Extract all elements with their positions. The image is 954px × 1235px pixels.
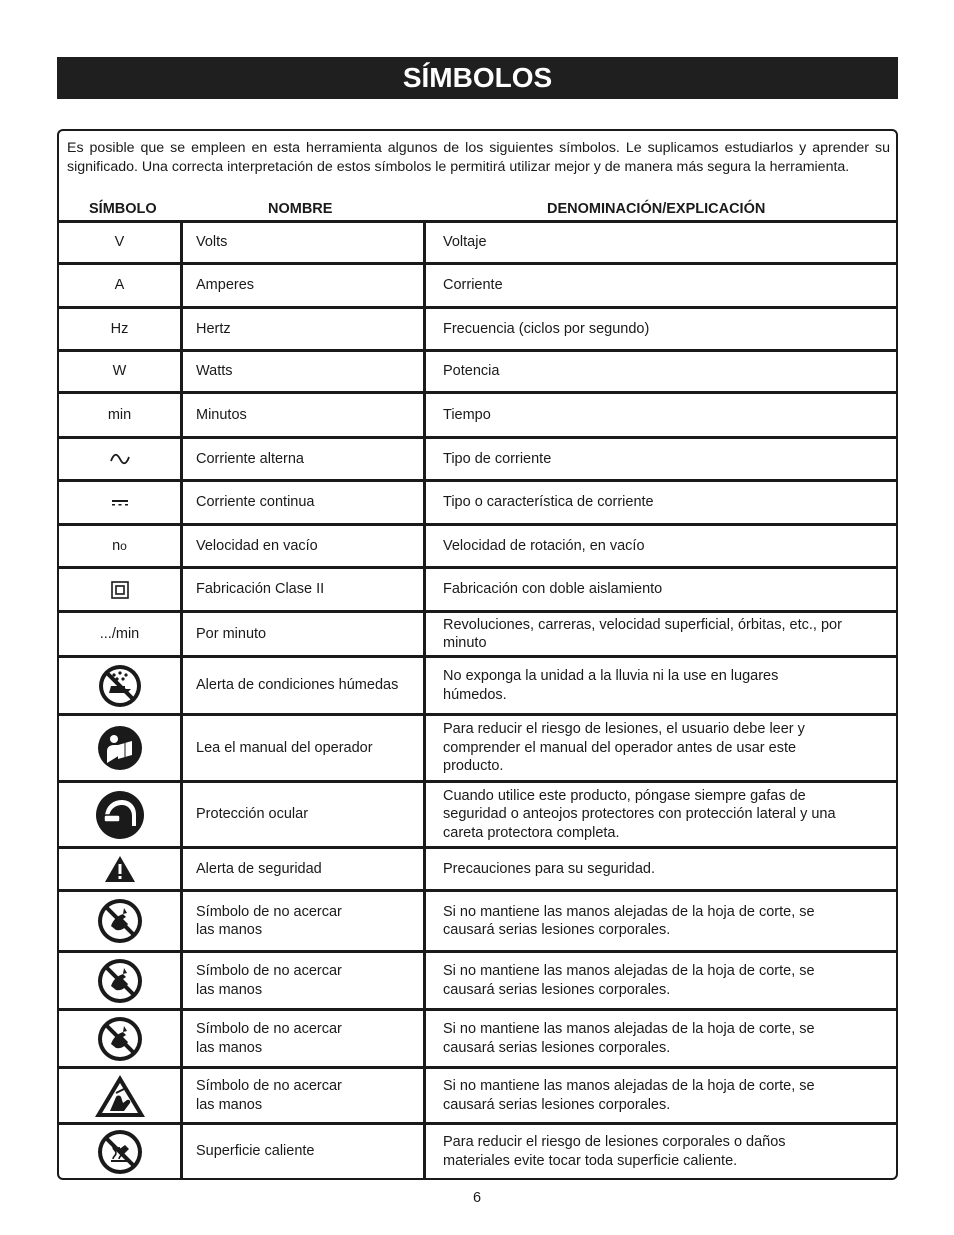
safety-alert-icon [59,849,180,889]
symbol-meaning: Corriente [443,277,503,294]
table-row [59,394,896,436]
symbol-name: Alerta de seguridad [196,860,322,877]
symbol-name: Símbolo de no acercar las manos [196,963,342,998]
page-number: 6 [472,1190,482,1206]
symbol-cell [59,526,180,566]
keep-hands-away-icon [59,892,180,950]
symbol-text: Hz [110,320,129,337]
symbols-table-box [57,129,898,1180]
symbol-name: Símbolo de no acercar las manos [196,1021,342,1056]
symbol-meaning: Si no mantiene las manos alejadas de la hoja de corte, se causará serias lesiones corporales. [443,903,815,938]
class-ii-construction-icon [59,569,180,610]
symbol-name: Hertz [196,320,231,337]
symbol-meaning: Si no mantiene las manos alejadas de la hoja de corte, se causará serias lesiones corporales. [443,1021,815,1056]
page-title: SÍMBOLOS [57,57,898,99]
symbol-meaning: No exponga la unidad a la lluvia ni la use en lugares húmedos. [443,668,779,703]
symbol-meaning: Tipo o característica de corriente [443,494,654,511]
symbol-meaning: Si no mantiene las manos alejadas de la hoja de corte, se causará serias lesiones corporales. [443,1078,815,1113]
symbol-cell [59,394,180,436]
symbol-name: Símbolo de no acercar las manos [196,903,342,938]
table-row [59,716,896,780]
symbol-meaning: Velocidad de rotación, en vacío [443,537,645,554]
symbol-subscript: o [120,538,127,553]
symbol-text: .../min [99,625,140,642]
direct-current-icon [59,482,180,523]
table-row [59,439,896,479]
table-row [59,223,896,262]
symbol-cell [59,613,180,655]
symbol-text: A [114,277,125,294]
symbol-name: Protección ocular [196,806,309,823]
symbol-name: Superficie caliente [196,1143,315,1160]
blade-hand-warning-icon [59,1069,180,1122]
symbol-meaning: Frecuencia (ciclos por segundo) [443,320,650,337]
keep-hands-away-icon [59,1011,180,1066]
table-row [59,1011,896,1066]
symbol-name: Amperes [196,277,255,294]
table-row [59,569,896,610]
keep-hands-away-icon [59,953,180,1008]
symbol-text: W [112,363,127,380]
symbol-text: n [112,537,121,554]
symbol-meaning: Para reducir el riesgo de lesiones, el usuario debe leer y comprender el manual del operador antes de usar este producto. [443,721,805,775]
hot-surface-icon [59,1125,180,1178]
symbol-meaning: Tipo de corriente [443,450,552,467]
table-row [59,613,896,655]
symbol-name: Fabricación Clase II [196,581,325,598]
table-row [59,892,896,950]
alternating-current-icon [59,439,180,479]
symbol-name: Minutos [196,406,247,423]
column-header-name: NOMBRE [268,201,333,217]
symbol-name: Lea el manual del operador [196,739,373,756]
symbol-meaning: Revoluciones, carreras, velocidad superficial, órbitas, etc., por minuto [443,616,842,651]
symbol-cell [59,309,180,349]
read-manual-icon [59,716,180,780]
table-row [59,309,896,349]
column-header-symbol: SÍMBOLO [89,201,157,217]
table-row [59,783,896,846]
eye-protection-icon [59,783,180,846]
symbol-meaning: Voltaje [443,234,487,251]
symbol-text: min [107,406,132,423]
column-header-meaning: DENOMINACIÓN/EXPLICACIÓN [547,201,766,217]
table-row [59,658,896,713]
symbol-cell [59,352,180,391]
symbol-meaning: Tiempo [443,406,491,423]
table-row [59,265,896,306]
symbol-meaning: Cuando utilice este producto, póngase siempre gafas de seguridad o anteojos protectores con protección lateral y una careta protectora completa. [443,787,836,841]
symbol-name: Corriente continua [196,494,315,511]
symbol-name: Corriente alterna [196,450,304,467]
symbol-name: Watts [196,363,233,380]
symbol-meaning: Fabricación con doble aislamiento [443,581,663,598]
table-row [59,352,896,391]
symbol-meaning: Si no mantiene las manos alejadas de la hoja de corte, se causará serias lesiones corporales. [443,963,815,998]
table-row [59,482,896,523]
wet-conditions-alert-icon [59,658,180,713]
symbol-name: Símbolo de no acercar las manos [196,1078,342,1113]
table-row [59,526,896,566]
intro-text: Es posible que se empleen en esta herramienta algunos de los siguientes símbolos. Le suplicamos estudiarlos y aprender su significado. Una correcta interpretación de estos símbolos le permitirá utilizar mejor y de manera más segura la herramienta. [67,140,890,175]
symbol-name: Volts [196,234,228,251]
table-row [59,1069,896,1122]
table-row [59,1125,896,1178]
symbol-cell [59,265,180,306]
symbol-cell [59,223,180,262]
symbol-meaning: Precauciones para su seguridad. [443,860,655,877]
symbol-meaning: Potencia [443,363,500,380]
symbol-name: Alerta de condiciones húmedas [196,677,399,694]
table-row [59,953,896,1008]
symbol-text: V [114,234,125,251]
symbol-name: Velocidad en vacío [196,537,318,554]
symbol-meaning: Para reducir el riesgo de lesiones corporales o daños materiales evite tocar toda superficie caliente. [443,1134,786,1169]
table-row [59,849,896,889]
symbol-name: Por minuto [196,625,267,642]
